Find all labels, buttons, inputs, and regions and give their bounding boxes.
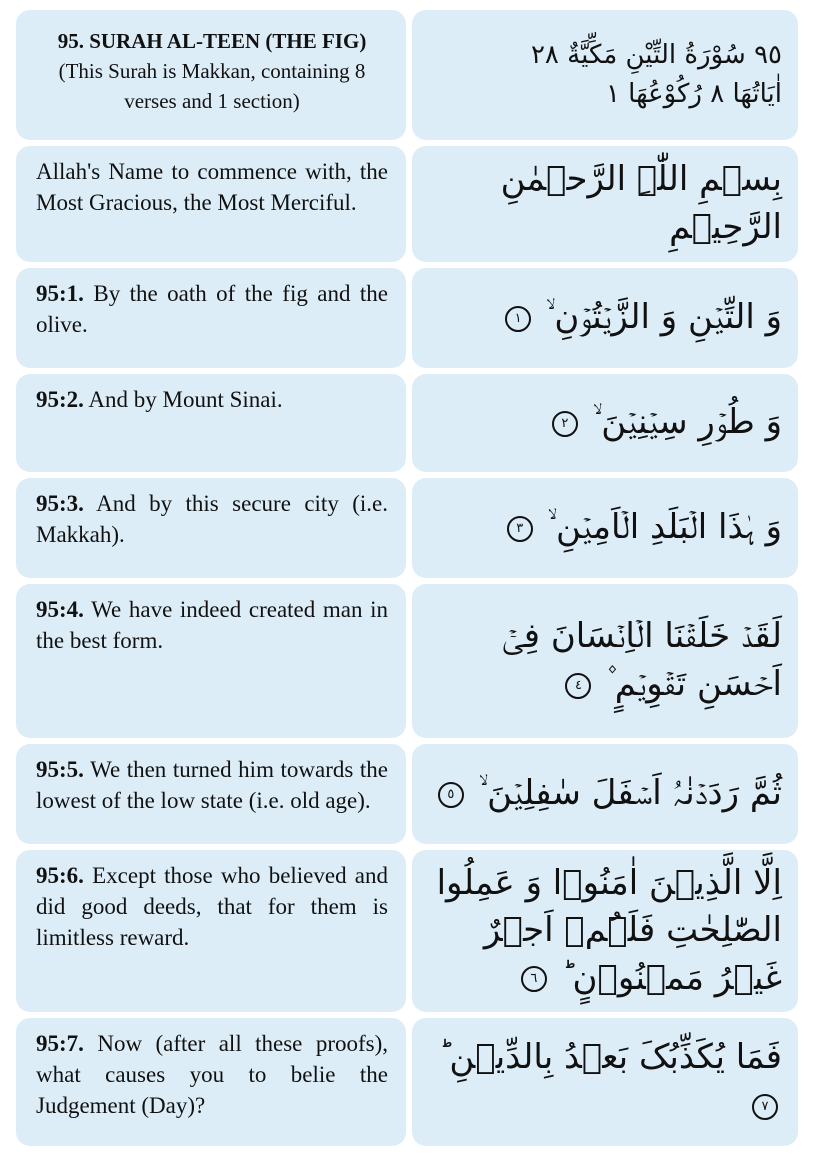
- bismillah-arabic: بِسۡمِ اللّٰہِ الرَّحۡمٰنِ الرَّحِیۡمِ: [500, 159, 782, 247]
- arabic-surah-title: ٩٥ سُوْرَةُ التِّيْنِ مَكِّيَّةٌ ٢٨: [530, 40, 782, 70]
- verse-row: [0, 268, 816, 368]
- verse-ref: 95:6.: [36, 863, 84, 888]
- verse-ref: 95:2.: [36, 387, 84, 412]
- verse-number-marker: ٦: [521, 966, 547, 992]
- bismillah-english-cell: [16, 146, 406, 262]
- verse-ref: 95:3.: [36, 491, 84, 516]
- verse-english-cell: [16, 374, 406, 472]
- verse-arabic-cell: [412, 268, 798, 368]
- verse-text: Now (after all these proofs), what causes you to belie the Judgement (Day)?: [36, 1031, 389, 1118]
- verse-number-marker: ٥: [438, 782, 464, 808]
- verse-number-marker: ٧: [752, 1094, 778, 1120]
- verse-arabic: وَ طُوۡرِ سِیۡنِیۡنَ ۙ: [592, 402, 782, 443]
- verse-text: And by this secure city (i.e. Makkah).: [36, 491, 388, 547]
- verse-ref: 95:7.: [36, 1031, 84, 1056]
- bismillah-english: Allah's Name to commence with, the Most Gracious, the Most Merciful.: [36, 159, 388, 215]
- verse-row: [0, 374, 816, 472]
- verse-english-cell: [16, 268, 406, 368]
- verse-ref: 95:4.: [36, 597, 84, 622]
- verse-text: We have indeed created man in the best form.: [36, 597, 389, 653]
- verse-row: [0, 478, 816, 578]
- surah-arabic-title-cell: [412, 10, 798, 140]
- verse-arabic: اِلَّا الَّذِیۡنَ اٰمَنُوۡا وَ عَمِلُوا الصّٰلِحٰتِ فَلَہُمۡ اَجۡرٌ غَیۡرُ مَمۡنُوۡنٍ ؕ: [436, 862, 782, 998]
- arabic-verse-count: اٰيَاتُهَا ٨ رُكُوْعُهَا ١: [605, 79, 782, 109]
- verse-number-marker: ٤: [565, 673, 591, 699]
- verse-english-cell: [16, 478, 406, 578]
- verse-arabic-cell: [412, 744, 798, 844]
- verse-ref: 95:5.: [36, 757, 84, 782]
- verse-arabic-cell: [412, 374, 798, 472]
- surah-header-row: [0, 10, 816, 140]
- verse-text: Except those who believed and did good deeds, that for them is limitless reward.: [36, 863, 388, 950]
- verse-number-marker: ٣: [507, 516, 533, 542]
- verse-arabic-cell: [412, 850, 798, 1012]
- verse-english-cell: [16, 744, 406, 844]
- verse-arabic-cell: [412, 1018, 798, 1146]
- verse-arabic: فَمَا یُکَذِّبُکَ بَعۡدُ بِالدِّیۡنِ ؕ: [438, 1037, 782, 1078]
- verse-arabic: وَ التِّیۡنِ وَ الزَّیۡتُوۡنِ ۙ: [545, 297, 782, 338]
- verse-arabic-cell: [412, 584, 798, 738]
- verse-row: [0, 584, 816, 738]
- verse-arabic: لَقَدۡ خَلَقۡنَا الۡاِنۡسَانَ فِیۡۤ اَحۡسَنِ تَقۡوِیۡمٍ ۫: [501, 616, 782, 704]
- verse-arabic: ثُمَّ رَدَدۡنٰہُ اَسۡفَلَ سٰفِلِیۡنَ ۙ: [478, 773, 782, 814]
- surah-title: 95. SURAH AL-TEEN (THE FIG): [57, 29, 367, 53]
- verse-arabic-cell: [412, 478, 798, 578]
- bismillah-row: [0, 146, 816, 262]
- verse-english-cell: [16, 850, 406, 1012]
- verse-row: [0, 1018, 816, 1146]
- verse-text: We then turned him towards the lowest of the low state (i.e. old age).: [36, 757, 388, 813]
- verse-row: [0, 850, 816, 1012]
- verse-english-cell: [16, 1018, 406, 1146]
- surah-title-cell: [16, 10, 406, 140]
- bismillah-arabic-cell: [412, 146, 798, 262]
- verse-ref: 95:1.: [36, 281, 84, 306]
- verse-arabic: وَ ہٰذَا الۡبَلَدِ الۡاَمِیۡنِ ۙ: [547, 507, 782, 548]
- verse-text: By the oath of the fig and the olive.: [36, 281, 389, 337]
- verse-number-marker: ١: [505, 306, 531, 332]
- verse-number-marker: ٢: [552, 411, 578, 437]
- surah-subtitle: (This Surah is Makkan, containing 8 verses and 1 section): [58, 59, 366, 113]
- verse-text: And by Mount Sinai.: [88, 387, 283, 412]
- verse-row: [0, 744, 816, 844]
- verse-english-cell: [16, 584, 406, 738]
